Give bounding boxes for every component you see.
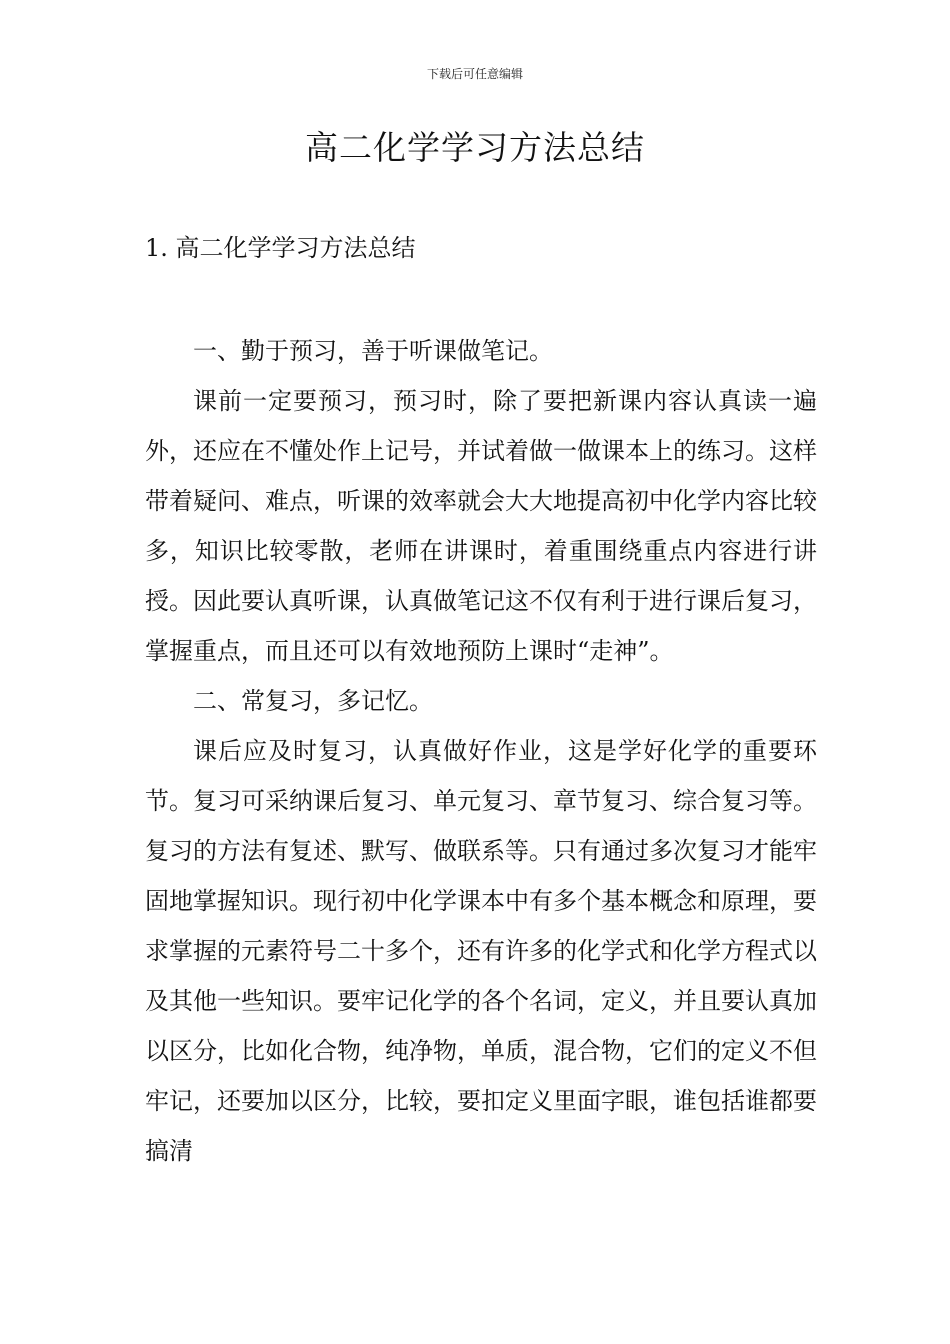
paragraph-heading-one: 一、勤于预习，善于听课做笔记。 bbox=[193, 337, 553, 365]
paragraph-heading-two: 二、常复习，多记忆。 bbox=[193, 687, 433, 715]
paragraph-review-memory: 课后应及时复习，认真做好作业，这是学好化学的重要环节。复习可采纳课后复习、单元复习、章节复习、综合复习等。复习的方法有复述、默写、做联系等。只有通过多次复习才能牢固地掌握知识。现行初中化学课本中有多个基本概念和原理，要求掌握的元素符号二十多个，还有许多的化学式和化学方程式以及其他一些知识。要牢记化学的各个名词，定义，并且要认真加以区分，比如化合物，纯净物，单质，混合物，它们的定义不但牢记，还要加以区分，比较，要扣定义里面字眼，谁包括谁都要搞清 bbox=[145, 737, 817, 1165]
document-title: 高二化学学习方法总结 bbox=[305, 128, 645, 167]
section-heading: 1. 高二化学学习方法总结 bbox=[145, 234, 416, 262]
page-header-note: 下载后可任意编辑 bbox=[426, 67, 523, 81]
paragraph-preview-study: 课前一定要预习，预习时，除了要把新课内容认真读一遍外，还应在不懂处作上记号，并试着做一做课本上的练习。这样带着疑问、难点，听课的效率就会大大地提高初中化学内容比较多，知识比较零散，老师在讲课时，着重围绕重点内容进行讲授。因此要认真听课，认真做笔记这不仅有利于进行课后复习，掌握重点，而且还可以有效地预防上课时“走神”。 bbox=[145, 387, 817, 665]
body-text bbox=[145, 326, 817, 1176]
